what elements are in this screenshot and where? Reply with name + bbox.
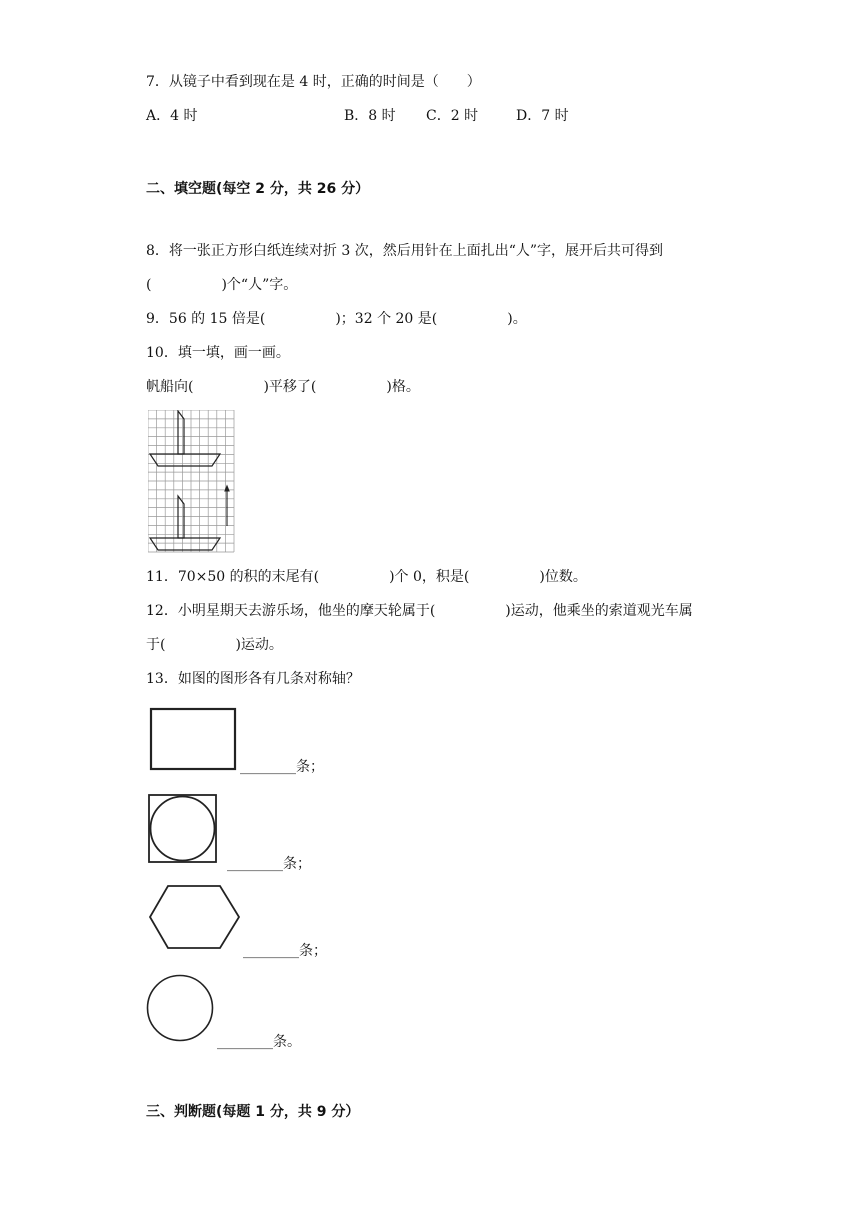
sailboat-bottom [150, 496, 220, 550]
q8-line-1: 8．将一张正方形白纸连续对折 3 次，然后用针在上面扎出“人”字，展开后共可得到 [146, 243, 664, 259]
section-2-title: 二、填空题(每空 2 分，共 26 分） [146, 181, 370, 197]
q7-option-d: D．7 时 [516, 108, 569, 124]
q13-answer-circle: ________条。 [217, 1034, 301, 1050]
q9-text: 9．56 的 15 倍是( )；32 个 20 是( )。 [146, 311, 527, 327]
sailboat-top [150, 411, 220, 466]
rectangle-shape [148, 706, 240, 774]
q10-title: 10．填一填，画一画。 [146, 345, 290, 361]
q7-option-b: B．8 时 [344, 108, 396, 124]
q13-answer-square-circle: ________条； [227, 856, 311, 872]
q7-option-a: A．4 时 [146, 108, 198, 124]
q7-option-c: C．2 时 [426, 108, 479, 124]
q8-line-2: ( )个“人”字。 [146, 277, 298, 293]
hexagon-shape [148, 884, 242, 950]
section-3-title: 三、判断题(每题 1 分，共 9 分） [146, 1104, 360, 1120]
q7-stem: 7．从镜子中看到现在是 4 时，正确的时间是（ ） [146, 74, 481, 90]
q13-answer-rectangle: ________条； [240, 759, 324, 775]
q10-text: 帆船向( )平移了( )格。 [146, 379, 420, 395]
q11-text: 11．70×50 的积的末尾有( )个 0，积是( )位数。 [146, 569, 587, 585]
circle-shape [145, 973, 217, 1045]
grid-lines [148, 410, 234, 552]
square-with-circle-shape [146, 792, 220, 866]
q12-line-1: 12．小明星期天去游乐场，他坐的摩天轮属于( )运动，他乘坐的索道观光车属 [146, 603, 693, 619]
q12-line-2: 于( )运动。 [146, 637, 283, 653]
sailboat-grid-figure [148, 410, 236, 554]
q13-answer-hexagon: ________条； [243, 943, 327, 959]
q13-title: 13．如图的图形各有几条对称轴？ [146, 671, 360, 687]
